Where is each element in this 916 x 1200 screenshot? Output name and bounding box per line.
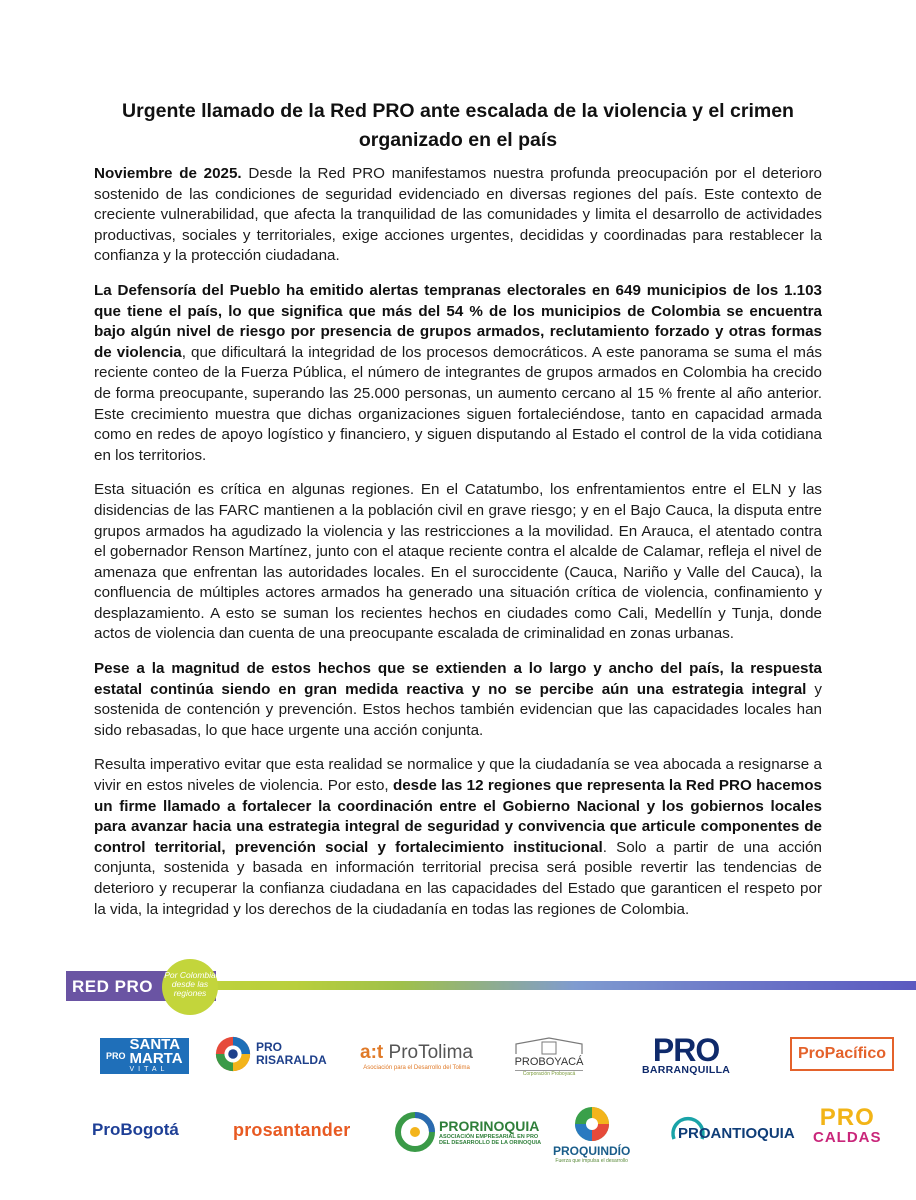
paragraph-3-text: Esta situación es crítica en algunas regiones. En el Catatumbo, los enfrentamientos entre el ELN y las disidencias de las FARC mantienen a la población civil en grave riesgo; y en el Bajo Cauca, la disputa entre grupos armados ha agudizado la violencia y las restricciones a la movilidad. En Arauca, el atentado contra el gobernador Renson Martínez, junto con el ataque reciente contra el alcalde de Calamar, refleja el nivel de amenaza que enfrentan las autoridades locales. En el suroccidente (Cauca, Nariño y Valle del Cauca), la confluencia de múltiples actores armados ha generado una situación crítica de violencia, confinamiento y desplazamiento. A esto se suman los recientes hechos en ciudades como Cali, Medellín y Tunja, donde actos de violencia dan cuenta de una preocupante escalada de criminalidad en zonas urbanas. (94, 481, 822, 643)
logo-pro-risaralda (214, 1035, 327, 1073)
logo-probogota (92, 1120, 179, 1140)
tagline-badge (162, 959, 218, 1015)
quindio-emblem-icon (572, 1104, 612, 1144)
boyaca-name: PROBOYACÁ (515, 1056, 584, 1071)
tolima-subtitle: Asociación para el Desarrollo del Tolima (363, 1065, 470, 1071)
risaralda-pro-label: PRO (256, 1040, 283, 1054)
orinoquia-name: PRORINOQUIA (439, 1117, 540, 1134)
paragraph-1 (94, 164, 822, 267)
orinoquia-sub-1: ASOCIACIÓN EMPRESARIAL EN PRO (439, 1133, 539, 1140)
logo-proantioquia (668, 1113, 795, 1153)
paragraph-2 (94, 281, 822, 466)
quindio-name: PROQUINDÍO (553, 1144, 631, 1158)
paragraph-5-text-b: . Solo a partir de una acción conjunta, sostenida y basada en información territorial precisa será posible revertir las tendencias de deterioro y recuperar la confianza ciudadana en las capacidades del Estado que garanticen el respeto por la vida, la integridad y los derechos de la ciudadanía en todas las regiones de Colombia. (94, 838, 822, 918)
logo-santa-marta-vital (100, 1038, 189, 1074)
paragraph-2-bold: La Defensoría del Pueblo ha emitido alertas tempranas electorales en 649 municipios de los 1.103 que tiene el país, lo que significa que más del 54 % de los municipios de Colombia se encuentra bajo algún nivel de riesgo por presencia de grupos armados, reclutamiento forzado y otras formas de violencia (94, 281, 822, 361)
risaralda-emblem-icon (214, 1035, 252, 1073)
logo-protolima (360, 1042, 473, 1071)
sm-line-3: VITAL (129, 1066, 169, 1073)
red-pro-footer-band (66, 967, 916, 1003)
risaralda-name: RISARALDA (256, 1053, 327, 1067)
paragraph-1-date: Noviembre de 2025. (94, 165, 242, 182)
orinoquia-sub-2: DEL DESARROLLO DE LA ORINOQUIA (439, 1139, 542, 1146)
sm-pro-label: PRO (106, 1051, 126, 1061)
document-body (94, 164, 822, 934)
paragraph-3 (94, 480, 822, 645)
paragraph-5-bold: desde las 12 regiones que representa la Red PRO hacemos un firme llamado a fortalecer la coordinación entre el Gobierno Nacional y los gobiernos locales para avanzar hacia una estrategia integral de seguridad y convivencia que articule componentes de control territorial, prevención social y fortalecimiento institucional (94, 777, 822, 856)
paragraph-1-text: Desde la Red PRO manifestamos nuestra profunda preocupación por el deterioro sostenido de las condiciones de seguridad evidenciado en diversas regiones del país. Este contexto de creciente vulnerabilidad, que afecta la tranquilidad de las comunidades y limita el desarrollo de actividades productivas, sociales y territoriales, exige acciones urgentes, decididas y coordinadas para restablecer la confianza y la protección ciudadana. (94, 165, 823, 265)
paragraph-4-text: y sostenida de contención y prevención. Estos hechos también evidencian que las capacidades locales han sido rebasadas, lo que hace urgente una acción conjunta. (94, 680, 822, 739)
caldas-pro-label: PRO (819, 1104, 875, 1131)
tagline-line-1: Por Colombia (164, 970, 216, 980)
sm-line-1: SANTA (129, 1036, 181, 1053)
logo-proboyaca (512, 1036, 586, 1077)
boyaca-subtitle: Corporación Proboyacá (522, 1071, 576, 1077)
pacifico-name: ProPacífico (790, 1037, 894, 1071)
paragraph-4-bold: Pese a la magnitud de estos hechos que se extienden a lo largo y ancho del país, la respuesta estatal continúa siendo en gran medida reactiva y no se percibe aún una estrategia integral (94, 660, 822, 698)
logo-prorinoquia (395, 1112, 541, 1152)
logo-prosantander (233, 1120, 350, 1141)
caldas-name: CALDAS (813, 1129, 882, 1146)
document-title: Urgente llamado de la Red PRO ante escalada de la violencia y el crimen organizado en el país (122, 100, 794, 151)
paragraph-4 (94, 659, 822, 741)
red-pro-label: RED PRO (72, 977, 153, 996)
logo-proquindio (553, 1104, 630, 1164)
barranquilla-name: BARRANQUILLA (642, 1064, 731, 1076)
gradient-stripe (160, 981, 916, 990)
sm-line-2: MARTA (129, 1050, 183, 1067)
tolima-mark: a:t (360, 1042, 384, 1063)
logo-pro-barranquilla (642, 1032, 731, 1076)
tolima-name: ProTolima (388, 1042, 473, 1063)
orinoquia-emblem-icon (395, 1112, 435, 1152)
boyaca-building-icon (512, 1036, 586, 1056)
quindio-subtitle: Fuerza que impulsa el desarrollo (555, 1158, 628, 1164)
logo-propacifico (790, 1037, 894, 1071)
logo-pro-caldas (813, 1104, 882, 1148)
paragraph-2-text: , que dificultará la integridad de los procesos democráticos. A este panorama se suma el más reciente conteo de la Fuerza Pública, el número de integrantes de grupos armados en Colombia ha crecido de forma preocupante, superando las 25.000 personas, un aumento cercano al 15 % frente al año anterior. Este crecimiento muestra que dichas organizaciones siguen fortaleciéndose, tanto en capacidad armada como en redes de apoyo logístico y financiero, y siguen disputando al Estado el control de la vida cotidiana en los territorios. (94, 343, 822, 464)
tagline-line-2: desde las (171, 979, 209, 989)
tagline-line-3: regiones (173, 988, 207, 998)
antioquia-name: PROANTIOQUIA (678, 1124, 795, 1142)
paragraph-5 (94, 755, 822, 920)
bogota-name: ProBogotá (92, 1120, 179, 1139)
santander-name: prosantander (233, 1120, 351, 1140)
paragraph-5-text-a: Resulta imperativo evitar que esta realidad se normalice y que la ciudadanía se vea abocada a resignarse a vivir en estos niveles de violencia. Por esto, (94, 756, 822, 795)
barranquilla-pro-label: PRO (652, 1032, 720, 1068)
